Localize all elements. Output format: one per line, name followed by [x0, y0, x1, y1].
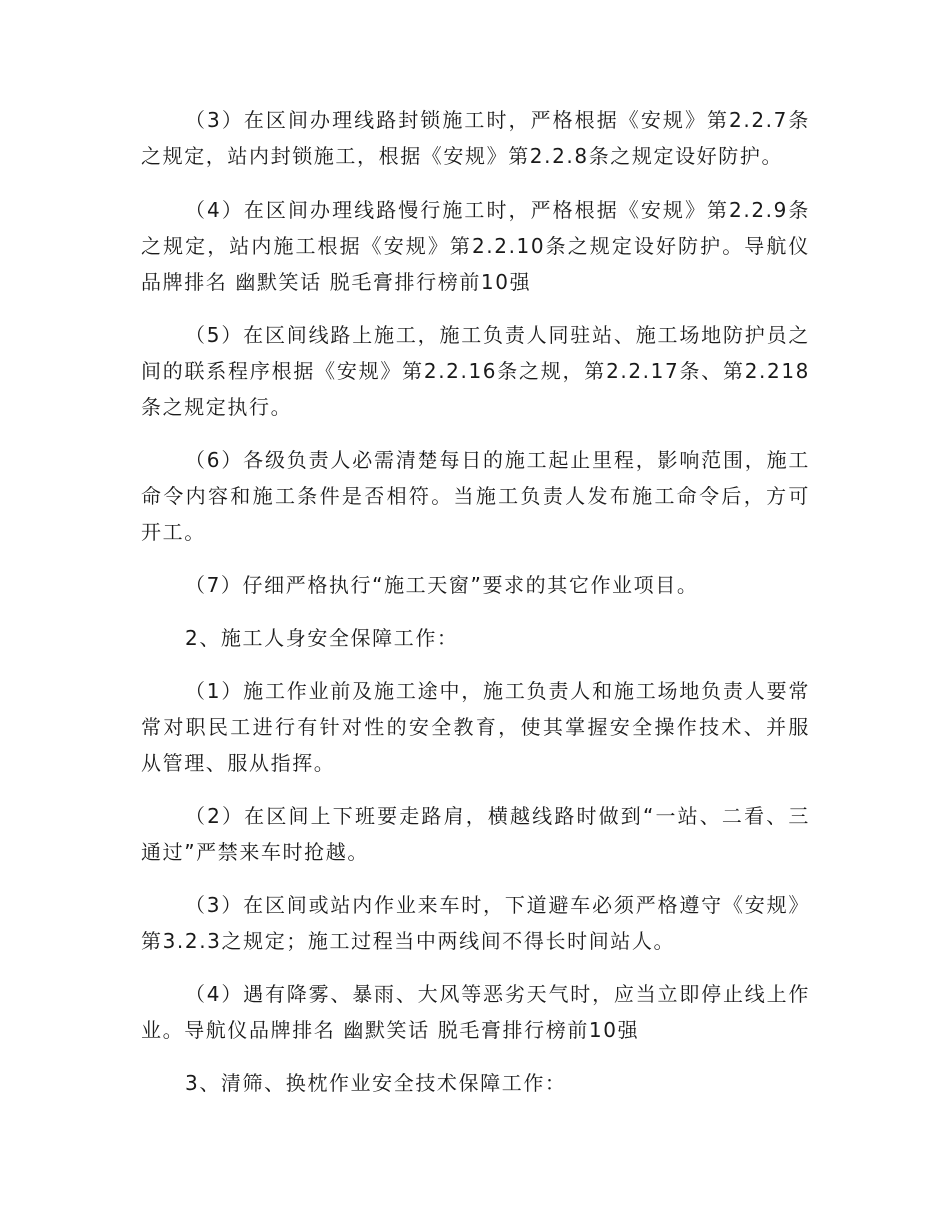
section-heading-screening-sleeper: 3、清筛、换枕作业安全技术保障工作： — [185, 1071, 567, 1095]
paragraph-train-avoidance: （3）在区间或站内作业来车时，下道避车必须严格遵守《安规》第3.2.3之规定；施工过程当中两线间不得长时间站人。 — [141, 893, 810, 953]
paragraph-slow-construction: （4）在区间办理线路慢行施工时，严格根据《安规》第2.2.9条之规定，站内施工根据《安规》第2.2.10条之规定设好防护。导航仪品牌排名 幽默笑话 脱毛膏排行榜前10强 — [141, 198, 810, 294]
paragraph-construction-window: （7）仔细严格执行“施工天窗”要求的其它作业项目。 — [185, 573, 699, 597]
paragraph-bad-weather: （4）遇有降雾、暴雨、大风等恶劣天气时，应当立即停止线上作业。导航仪品牌排名 幽默笑话 脱毛膏排行榜前10强 — [141, 982, 810, 1042]
paragraph-safety-education: （1）施工作业前及施工途中，施工负责人和施工场地负责人要常常对职民工进行有针对性的安全教育，使其掌握安全操作技术、并服从管理、服从指挥。 — [141, 679, 810, 775]
paragraph-closure-construction: （3）在区间办理线路封锁施工时，严格根据《安规》第2.2.7条之规定，站内封锁施工，根据《安规》第2.2.8条之规定设好防护。 — [141, 108, 810, 168]
paragraph-walking-route: （2）在区间上下班要走路肩，横越线路时做到“一站、二看、三通过”严禁来车时抢越。 — [141, 804, 810, 864]
paragraph-contact-procedure: （5）在区间线路上施工，施工负责人同驻站、施工场地防护员之间的联系程序根据《安规》第2.2.16条之规，第2.2.17条、第2.218条之规定执行。 — [141, 323, 810, 419]
section-heading-personal-safety: 2、施工人身安全保障工作： — [185, 626, 459, 650]
paragraph-responsibility-check: （6）各级负责人必需清楚每日的施工起止里程，影响范围，施工命令内容和施工条件是否相符。当施工负责人发布施工命令后，方可开工。 — [141, 448, 810, 544]
